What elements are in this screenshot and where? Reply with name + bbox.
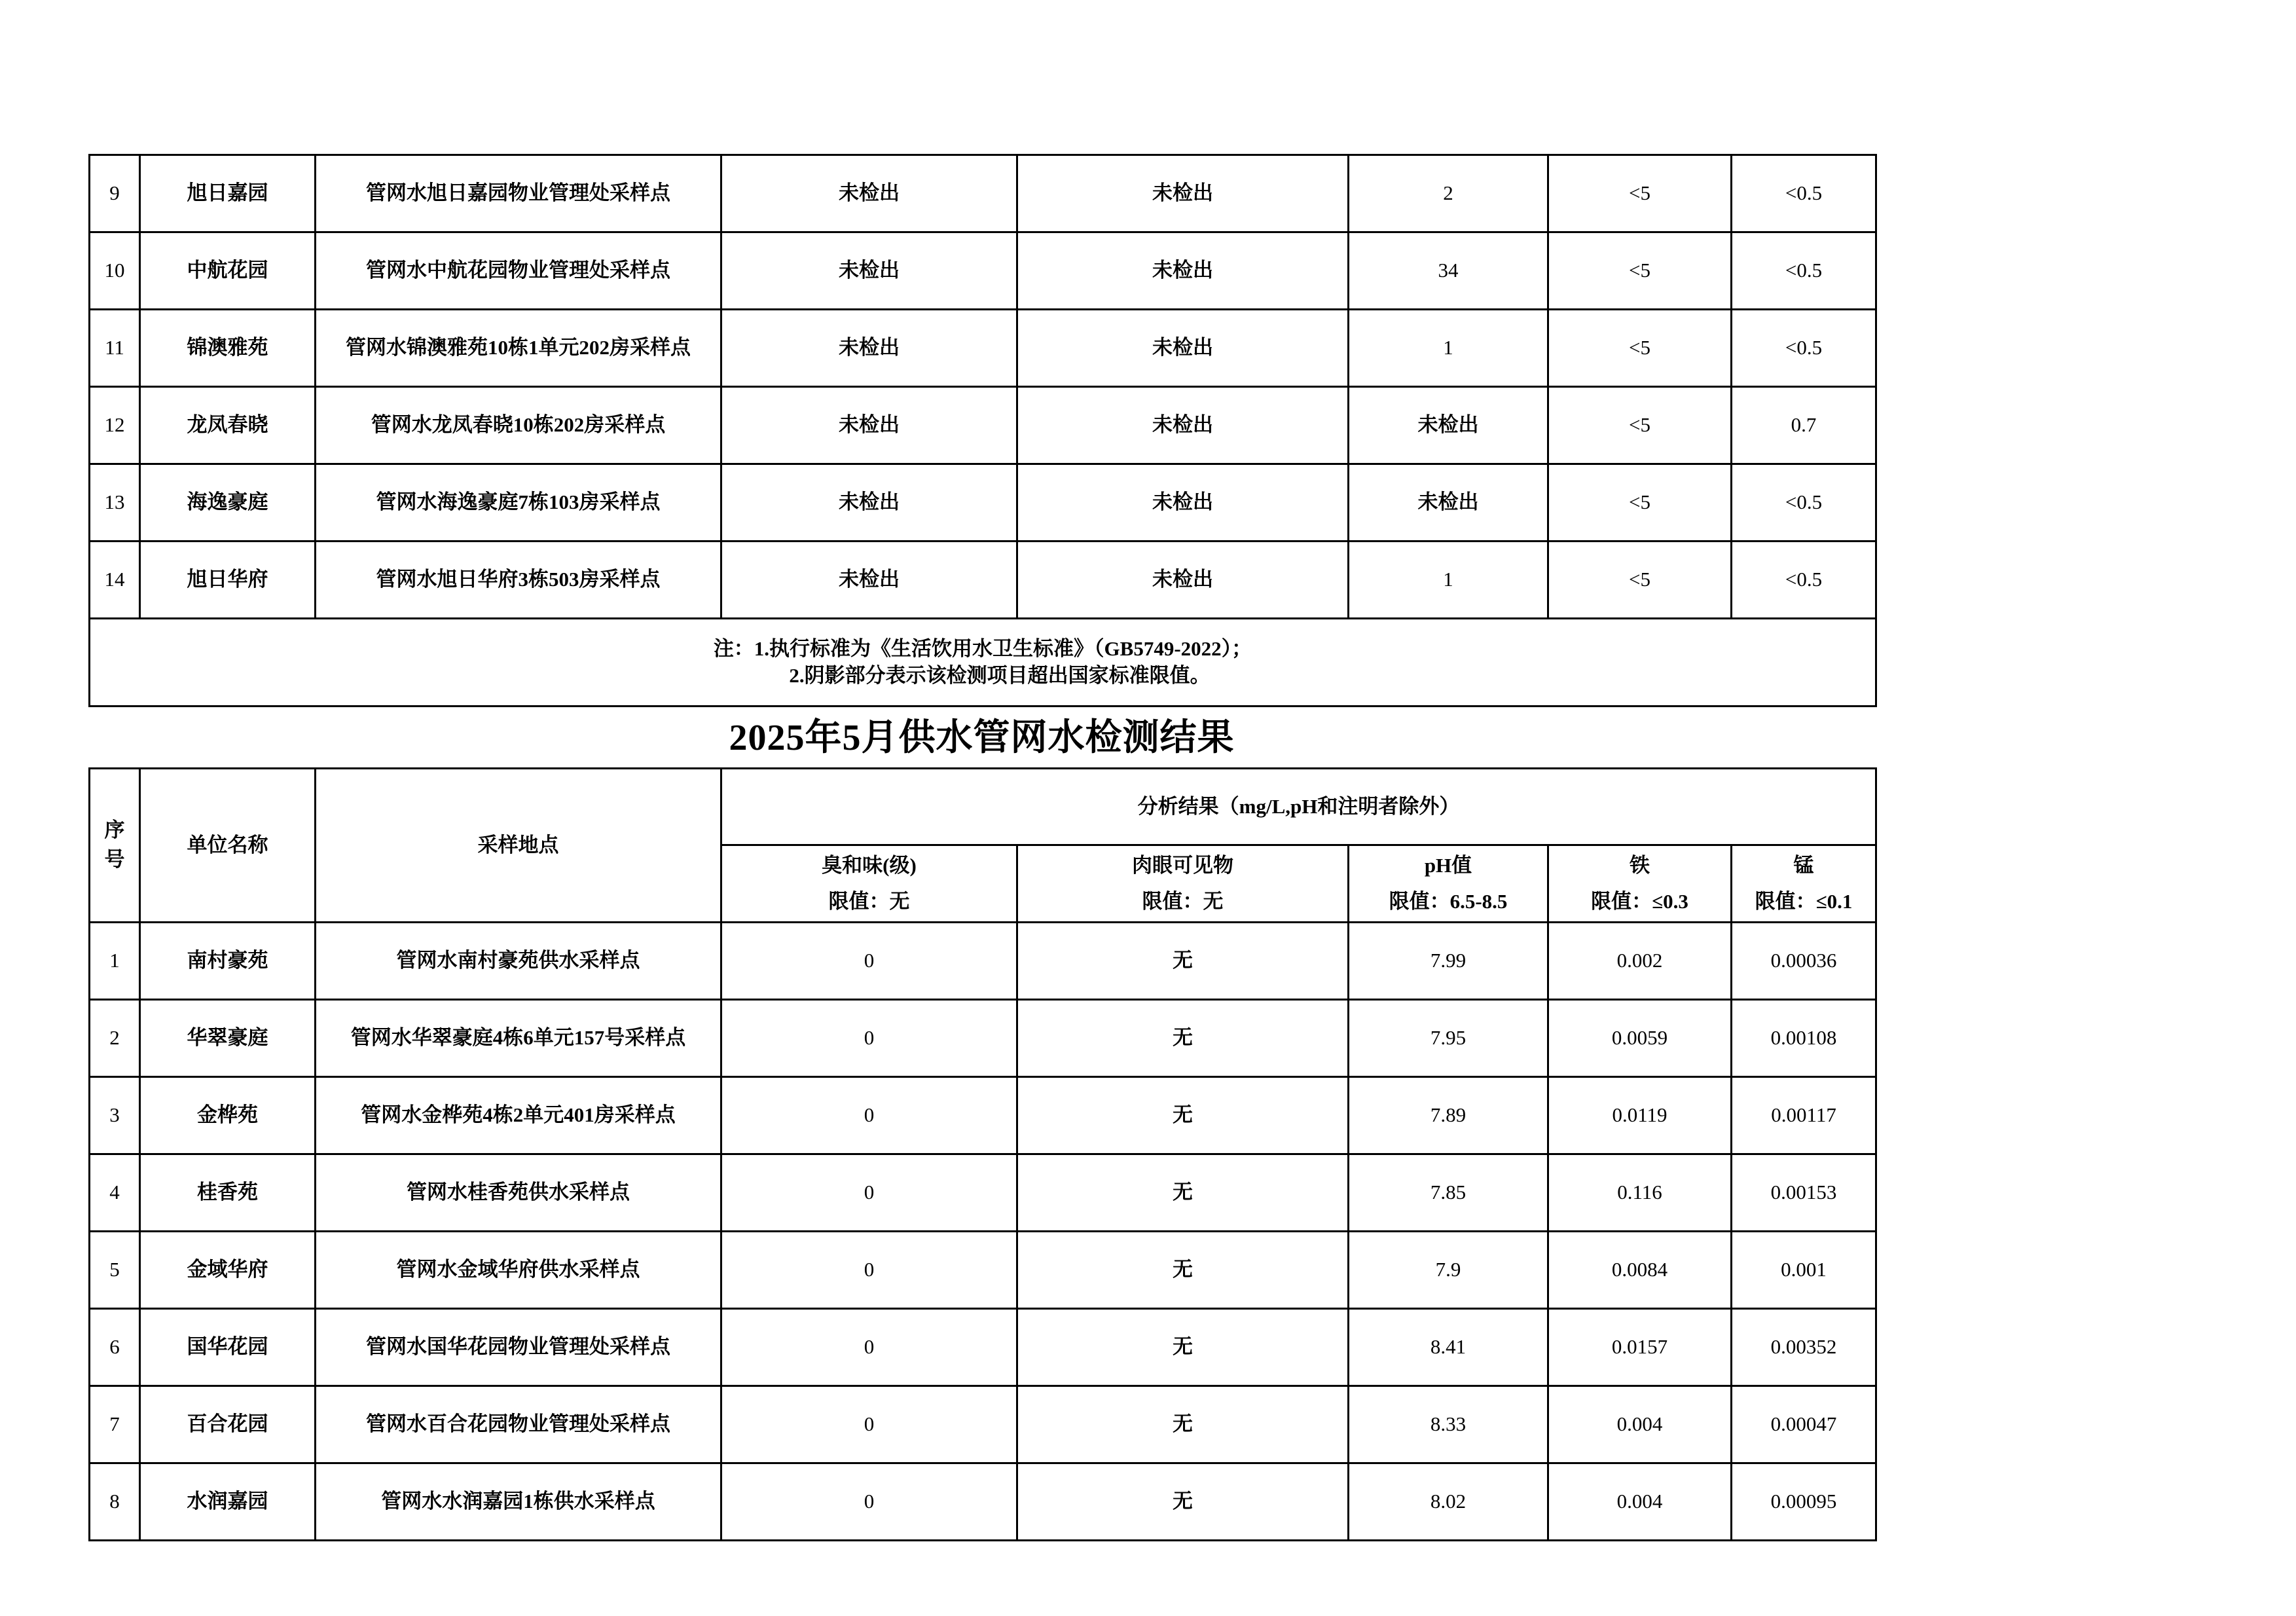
table-cell: 管网水南村豪苑供水采样点 xyxy=(316,923,721,1000)
table-cell: 0.7 xyxy=(1732,387,1876,464)
table-row xyxy=(90,1154,1876,1232)
table-cell: 未检出 xyxy=(1017,232,1349,310)
table-cell: 11 xyxy=(90,310,140,387)
table-row xyxy=(90,1000,1876,1077)
table-cell: 无 xyxy=(1017,1000,1349,1077)
upper-table-body xyxy=(90,155,1876,619)
table-cell: 7.89 xyxy=(1349,1077,1548,1154)
header-iron-limit: 限值：≤0.3 xyxy=(1591,889,1688,913)
table-cell: 龙凤春晓 xyxy=(140,387,316,464)
table-cell: 南村豪苑 xyxy=(140,923,316,1000)
table-row xyxy=(90,1463,1876,1541)
header-iron-title: 铁 xyxy=(1630,854,1650,877)
table-cell: 管网水金域华府供水采样点 xyxy=(316,1232,721,1309)
table-cell: 未检出 xyxy=(1017,155,1349,232)
table-cell: 金域华府 xyxy=(140,1232,316,1309)
table-cell: <0.5 xyxy=(1732,464,1876,542)
table-cell: 7 xyxy=(90,1386,140,1463)
table-cell: 无 xyxy=(1017,923,1349,1000)
header-sampling-location: 采样地点 xyxy=(316,769,721,923)
table-cell: 0.004 xyxy=(1548,1463,1732,1541)
header-visible-matter-limit: 限值：无 xyxy=(1142,889,1224,913)
table-cell: 管网水金桦苑4栋2单元401房采样点 xyxy=(316,1077,721,1154)
table-row xyxy=(90,387,1876,464)
table-cell: <0.5 xyxy=(1732,310,1876,387)
table-cell: 0.0119 xyxy=(1548,1077,1732,1154)
table-cell: <5 xyxy=(1548,542,1732,619)
table-cell: 无 xyxy=(1017,1463,1349,1541)
header-ph xyxy=(1349,845,1548,923)
table-cell: 管网水锦澳雅苑10栋1单元202房采样点 xyxy=(316,310,721,387)
table-row xyxy=(90,310,1876,387)
header-odor-limit: 限值：无 xyxy=(828,889,910,913)
table-cell: 4 xyxy=(90,1154,140,1232)
table-cell: 0 xyxy=(721,1386,1017,1463)
table-cell: 1 xyxy=(90,923,140,1000)
note-line-2: 2.阴影部分表示该检测项目超出国家标准限值。 xyxy=(789,663,1211,687)
table-cell: 管网水水润嘉园1栋供水采样点 xyxy=(316,1463,721,1541)
table-cell: 0 xyxy=(721,923,1017,1000)
table-cell: 0.00095 xyxy=(1732,1463,1876,1541)
table-cell: <5 xyxy=(1548,387,1732,464)
header-visible-matter-title: 肉眼可见物 xyxy=(1132,854,1233,877)
header-seq xyxy=(90,769,140,923)
header-iron xyxy=(1548,845,1732,923)
table-row xyxy=(90,1232,1876,1309)
table-cell: 0.116 xyxy=(1548,1154,1732,1232)
table-row xyxy=(90,542,1876,619)
table-cell: 0 xyxy=(721,1309,1017,1386)
table-row xyxy=(90,464,1876,542)
table-cell: 无 xyxy=(1017,1154,1349,1232)
header-manganese-title: 锰 xyxy=(1793,854,1814,877)
table-cell: 3 xyxy=(90,1077,140,1154)
table-cell: 5 xyxy=(90,1232,140,1309)
table-cell: 金桦苑 xyxy=(140,1077,316,1154)
table-cell: 13 xyxy=(90,464,140,542)
table-cell: 未检出 xyxy=(1349,387,1548,464)
table-cell: 0.00352 xyxy=(1732,1309,1876,1386)
header-unit-name: 单位名称 xyxy=(140,769,316,923)
table-cell: 未检出 xyxy=(721,387,1017,464)
header-analysis-results-group: 分析结果（mg/L,pH和注明者除外） xyxy=(721,769,1876,845)
table-cell: 管网水中航花园物业管理处采样点 xyxy=(316,232,721,310)
table-cell: 未检出 xyxy=(721,232,1017,310)
note-line-1: 注：1.执行标准为《生活饮用水卫生标准》（GB5749-2022）； xyxy=(713,637,1252,661)
header-odor-title: 臭和味(级) xyxy=(822,854,917,877)
table-cell: 0.0157 xyxy=(1548,1309,1732,1386)
table-cell: 0.0084 xyxy=(1548,1232,1732,1309)
table-cell: 未检出 xyxy=(1017,542,1349,619)
table-cell: 管网水国华花园物业管理处采样点 xyxy=(316,1309,721,1386)
table-cell: 0.00047 xyxy=(1732,1386,1876,1463)
table-cell: 7.95 xyxy=(1349,1000,1548,1077)
table-row xyxy=(90,155,1876,232)
table-cell: 8 xyxy=(90,1463,140,1541)
table-cell: 旭日嘉园 xyxy=(140,155,316,232)
table-cell: 管网水桂香苑供水采样点 xyxy=(316,1154,721,1232)
table-cell: 0.004 xyxy=(1548,1386,1732,1463)
table-cell: <0.5 xyxy=(1732,232,1876,310)
note-cell xyxy=(90,619,1876,707)
table-cell: 8.02 xyxy=(1349,1463,1548,1541)
table-cell: 14 xyxy=(90,542,140,619)
table-cell: 0.0059 xyxy=(1548,1000,1732,1077)
table-cell: 国华花园 xyxy=(140,1309,316,1386)
table-cell: 无 xyxy=(1017,1077,1349,1154)
table-cell: 管网水华翠豪庭4栋6单元157号采样点 xyxy=(316,1000,721,1077)
table-cell: <5 xyxy=(1548,155,1732,232)
table-cell: 桂香苑 xyxy=(140,1154,316,1232)
table-cell: 水润嘉园 xyxy=(140,1463,316,1541)
table-row xyxy=(90,232,1876,310)
table-cell: 管网水旭日嘉园物业管理处采样点 xyxy=(316,155,721,232)
table-cell: 管网水海逸豪庭7栋103房采样点 xyxy=(316,464,721,542)
table-cell: 未检出 xyxy=(721,464,1017,542)
table-cell: 未检出 xyxy=(721,155,1017,232)
upper-table-note-body xyxy=(90,619,1876,707)
table-cell: 管网水百合花园物业管理处采样点 xyxy=(316,1386,721,1463)
table-cell: 百合花园 xyxy=(140,1386,316,1463)
table-cell: 0 xyxy=(721,1000,1017,1077)
table-cell: 管网水旭日华府3栋503房采样点 xyxy=(316,542,721,619)
header-visible-matter xyxy=(1017,845,1349,923)
table-cell: 0.00108 xyxy=(1732,1000,1876,1077)
table-cell: 中航花园 xyxy=(140,232,316,310)
table-cell: 0.00036 xyxy=(1732,923,1876,1000)
table-cell: 10 xyxy=(90,232,140,310)
table-cell: 未检出 xyxy=(1017,464,1349,542)
table-cell: 8.33 xyxy=(1349,1386,1548,1463)
header-ph-title: pH值 xyxy=(1424,854,1472,877)
table-cell: 0 xyxy=(721,1154,1017,1232)
table-cell: 华翠豪庭 xyxy=(140,1000,316,1077)
table-cell: 1 xyxy=(1349,310,1548,387)
table-cell: 0.00153 xyxy=(1732,1154,1876,1232)
table-cell: <0.5 xyxy=(1732,542,1876,619)
table-row xyxy=(90,1386,1876,1463)
table-cell: 无 xyxy=(1017,1386,1349,1463)
header-manganese xyxy=(1732,845,1876,923)
note-row xyxy=(90,619,1876,707)
table-cell: 无 xyxy=(1017,1232,1349,1309)
table-header xyxy=(90,769,1876,923)
table-cell: 0 xyxy=(721,1232,1017,1309)
table-cell: <5 xyxy=(1548,232,1732,310)
table-cell: 管网水龙凤春晓10栋202房采样点 xyxy=(316,387,721,464)
table-cell: 旭日华府 xyxy=(140,542,316,619)
table-cell: 1 xyxy=(1349,542,1548,619)
table-cell: 9 xyxy=(90,155,140,232)
table-cell: 无 xyxy=(1017,1309,1349,1386)
table-cell: 2 xyxy=(90,1000,140,1077)
table-row xyxy=(90,1077,1876,1154)
table-cell: 6 xyxy=(90,1309,140,1386)
may2025-table-body xyxy=(90,923,1876,1541)
header-manganese-limit: 限值：≤0.1 xyxy=(1755,889,1853,913)
header-ph-limit: 限值：6.5-8.5 xyxy=(1389,889,1508,913)
table-cell: 0.002 xyxy=(1548,923,1732,1000)
table-row xyxy=(90,1309,1876,1386)
table-cell: 未检出 xyxy=(721,310,1017,387)
table-cell: 7.85 xyxy=(1349,1154,1548,1232)
header-seq-label: 序号 xyxy=(104,818,125,871)
table-cell: 8.41 xyxy=(1349,1309,1548,1386)
table-cell: 7.99 xyxy=(1349,923,1548,1000)
header-odor xyxy=(721,845,1017,923)
table-cell: 海逸豪庭 xyxy=(140,464,316,542)
table-cell: 未检出 xyxy=(1349,464,1548,542)
table-cell: 2 xyxy=(1349,155,1548,232)
header-row-group xyxy=(90,769,1876,845)
table-cell: 锦澳雅苑 xyxy=(140,310,316,387)
table-cell: <5 xyxy=(1548,310,1732,387)
page-title: 2025年5月供水管网水检测结果 xyxy=(729,718,1235,758)
table-cell: 0.00117 xyxy=(1732,1077,1876,1154)
table-row xyxy=(90,923,1876,1000)
table-cell: 未检出 xyxy=(1017,310,1349,387)
table-cell: 未检出 xyxy=(1017,387,1349,464)
table-cell: 7.9 xyxy=(1349,1232,1548,1309)
table-cell: 0 xyxy=(721,1463,1017,1541)
table-cell: <0.5 xyxy=(1732,155,1876,232)
table-cell: 0 xyxy=(721,1077,1017,1154)
water-test-table-upper xyxy=(88,154,1877,707)
table-cell: 未检出 xyxy=(721,542,1017,619)
table-cell: 12 xyxy=(90,387,140,464)
water-test-table-may2025 xyxy=(88,767,1877,1541)
table-cell: <5 xyxy=(1548,464,1732,542)
table-cell: 0.001 xyxy=(1732,1232,1876,1309)
table-cell: 34 xyxy=(1349,232,1548,310)
